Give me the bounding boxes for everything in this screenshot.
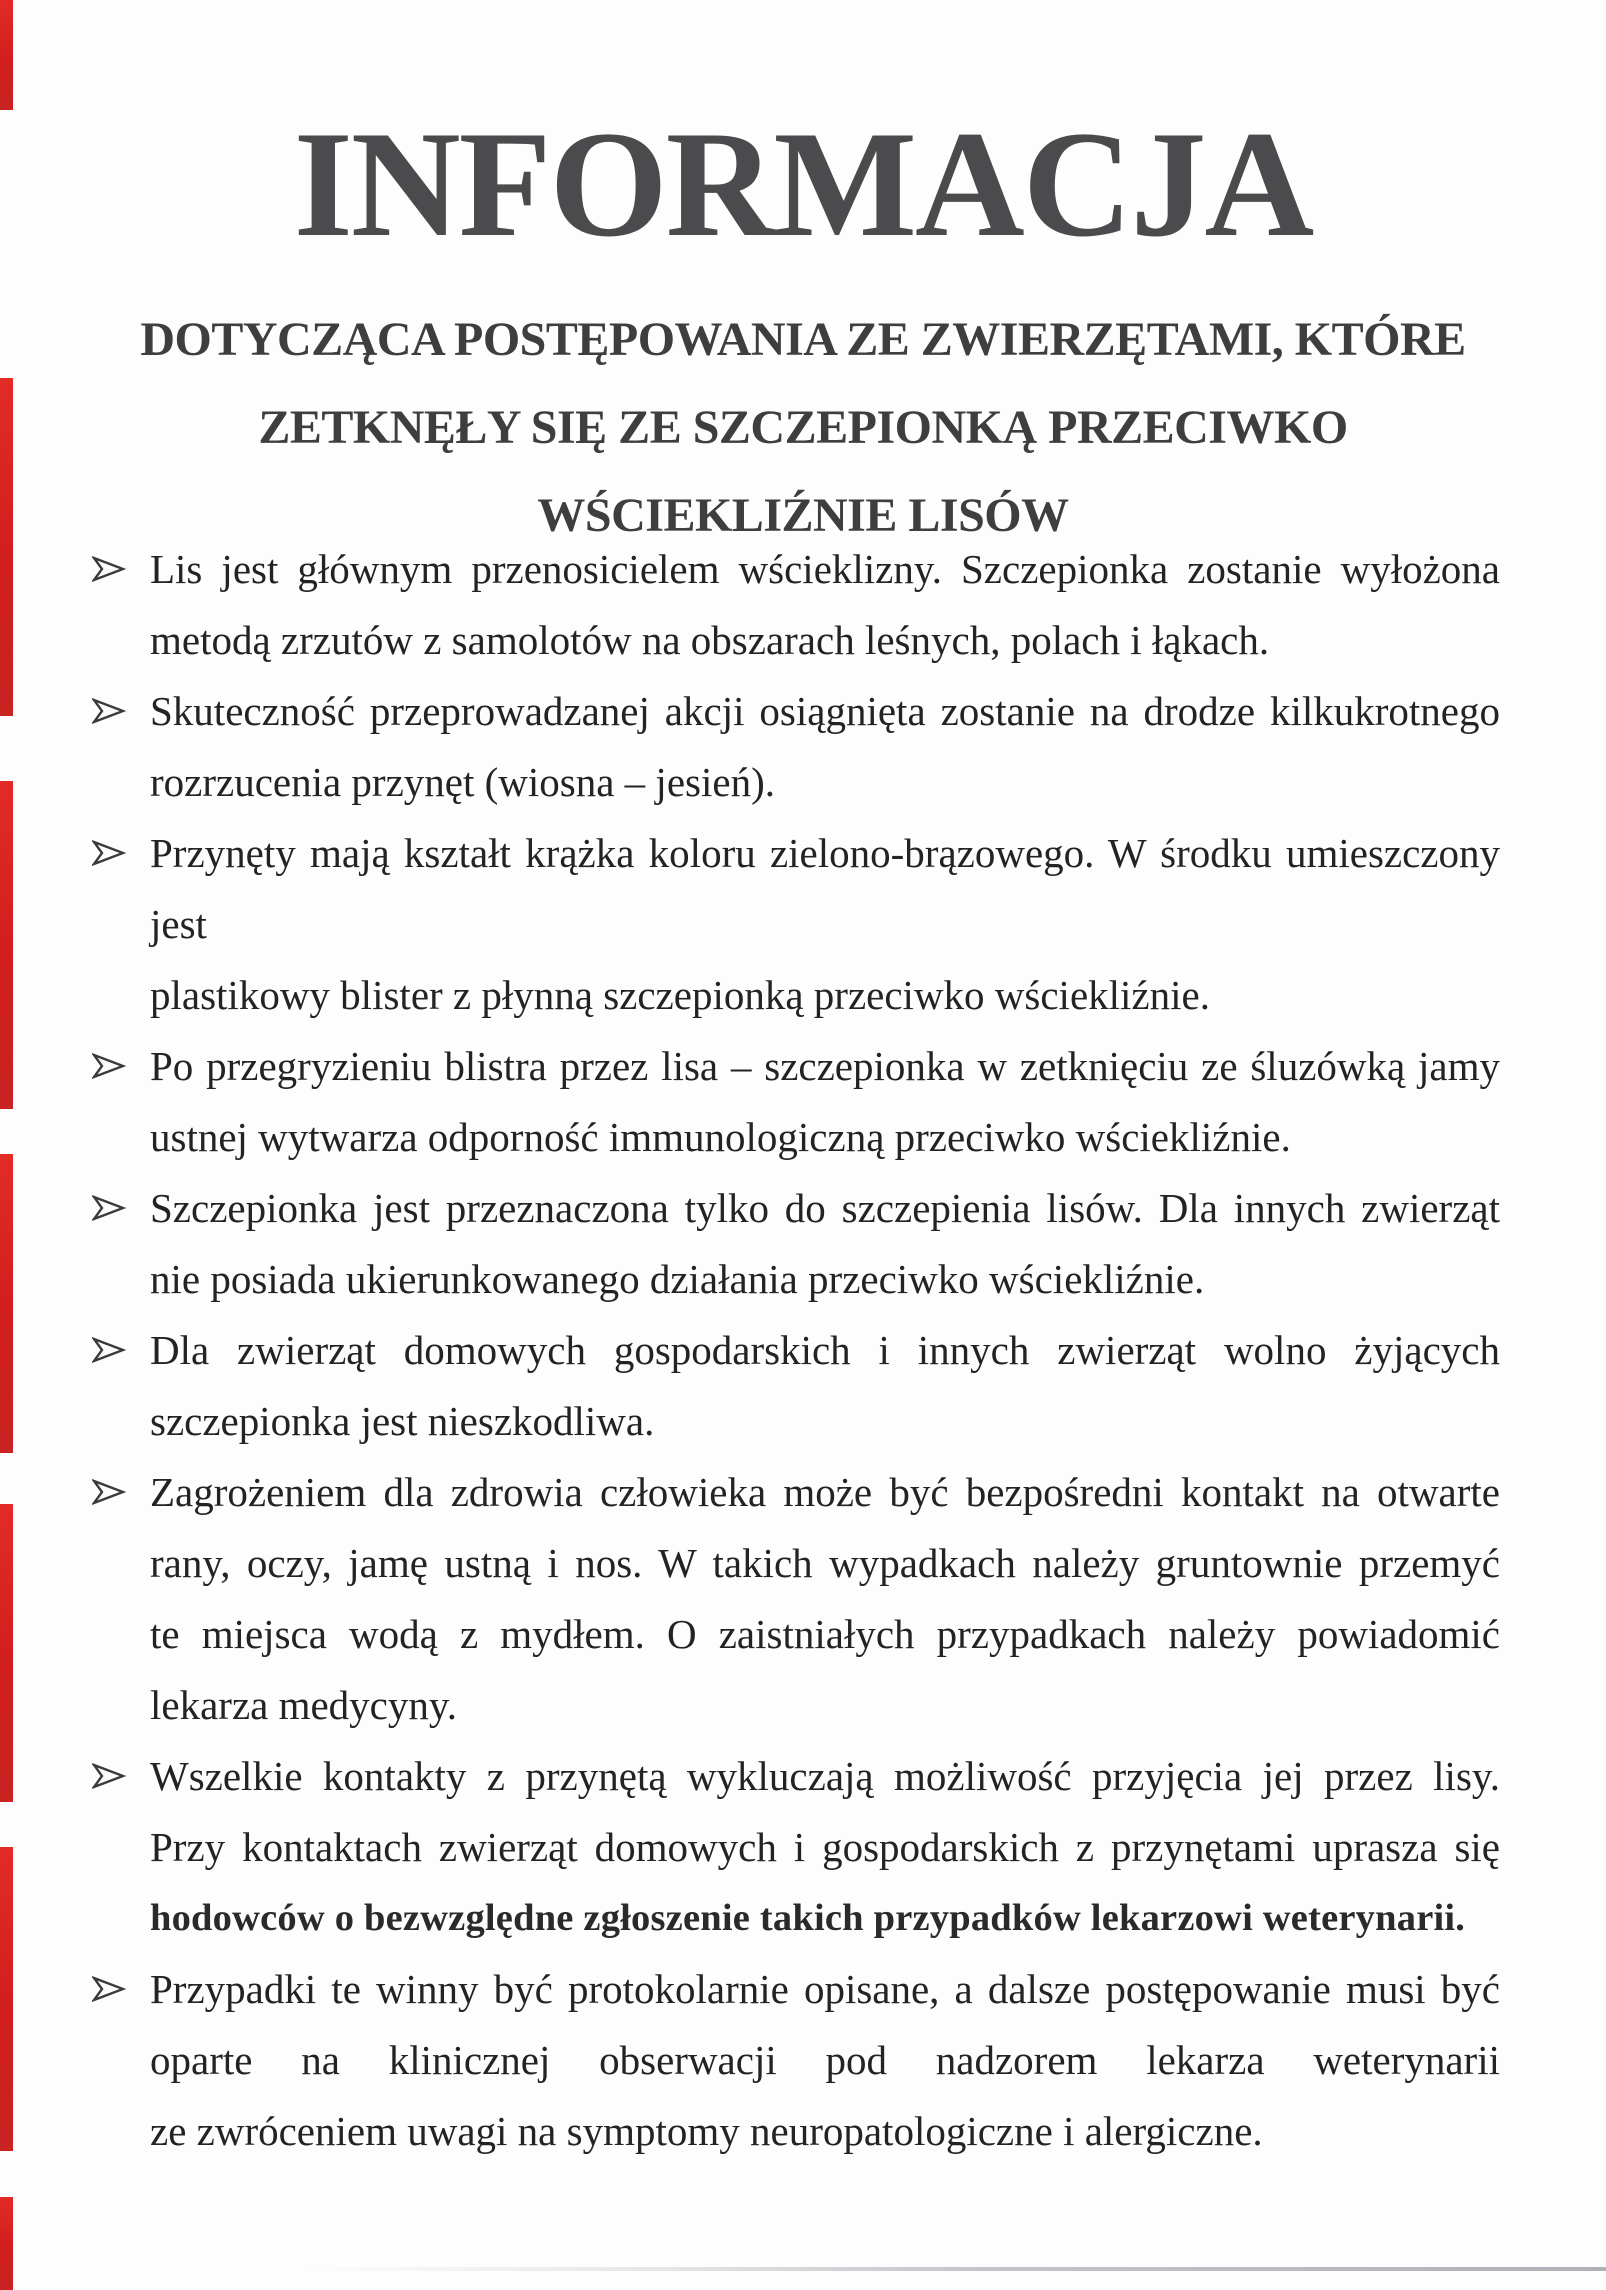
text-line: rozrzucenia przynęt (wiosna – jesień). <box>150 759 775 805</box>
page-subtitle <box>0 296 1606 560</box>
arrowhead-right-icon <box>92 1975 128 2005</box>
text-line: te miejsca wodą z mydłem. O zaistniałych przypadkach należy powiadomić <box>150 1611 1500 1657</box>
text-line: hodowców o bezwzględne zgłoszenie takich przypadków lekarzowi weterynarii. <box>150 1897 1466 1939</box>
arrowhead-right-icon <box>92 697 128 727</box>
arrowhead-right-icon <box>92 1336 128 1366</box>
text-line: metodą zrzutów z samolotów na obszarach leśnych, polach i łąkach. <box>150 617 1270 663</box>
subtitle-line: ZETKNĘŁY SIĘ ZE SZCZEPIONKĄ PRZECIWKO <box>258 401 1348 454</box>
bullet-list <box>150 534 1500 2167</box>
red-edge-segment <box>0 0 13 110</box>
subtitle-line: WŚCIEKLIŹNIE LISÓW <box>537 489 1069 542</box>
text-line: ustnej wytwarza odporność immunologiczną przeciwko wściekliźnie. <box>150 1114 1291 1160</box>
text-line: Szczepionka jest przeznaczona tylko do szczepienia lisów. Dla innych zwierząt <box>150 1185 1500 1231</box>
scan-bottom-line-artifact <box>300 2267 1606 2271</box>
red-edge-segment <box>0 2197 13 2290</box>
arrowhead-right-icon <box>92 839 128 869</box>
text-line: Po przegryzieniu blistra przez lisa – szczepionka w zetknięciu ze śluzówką jamy <box>150 1043 1500 1089</box>
text-line: lekarza medycyny. <box>150 1682 457 1728</box>
red-edge-segment <box>0 1504 13 1802</box>
text-line: szczepionka jest nieszkodliwa. <box>150 1398 655 1444</box>
text-line: Dla zwierząt domowych gospodarskich i innych zwierząt wolno żyjących <box>150 1327 1500 1373</box>
list-item <box>150 1741 1500 1954</box>
list-item <box>150 1031 1500 1173</box>
text-line: Skuteczność przeprowadzanej akcji osiągnięta zostanie na drodze kilkukrotnego <box>150 688 1500 734</box>
arrowhead-right-icon <box>92 1052 128 1082</box>
text-line: ze zwróceniem uwagi na symptomy neuropatologiczne i alergiczne. <box>150 2108 1263 2154</box>
list-item <box>150 1954 1500 2167</box>
text-line: Wszelkie kontakty z przynętą wykluczają możliwość przyjęcia jej przez lisy. <box>150 1753 1500 1799</box>
text-line: Lis jest głównym przenosicielem wścieklizny. Szczepionka zostanie wyłożona <box>150 546 1500 592</box>
text-line: Przy kontaktach zwierząt domowych i gospodarskich z przynętami uprasza się <box>150 1824 1500 1870</box>
text-line: nie posiada ukierunkowanego działania przeciwko wściekliźnie. <box>150 1256 1205 1302</box>
red-edge-segment <box>0 781 13 1109</box>
arrowhead-right-icon <box>92 555 128 585</box>
red-edge-segment <box>0 1154 13 1453</box>
list-item <box>150 1457 1500 1741</box>
subtitle-line: DOTYCZĄCA POSTĘPOWANIA ZE ZWIERZĘTAMI, KTÓRE <box>140 313 1466 366</box>
list-item <box>150 1173 1500 1315</box>
arrowhead-right-icon <box>92 1478 128 1508</box>
red-edge-segment <box>0 1847 13 2151</box>
text-line: Przynęty mają kształt krążka koloru zielono-brązowego. W środku umieszczony jest <box>150 830 1500 947</box>
page-title: INFORMACJA <box>293 100 1313 268</box>
text-line: rany, oczy, jamę ustną i nos. W takich wypadkach należy gruntownie przemyć <box>150 1540 1500 1586</box>
list-item <box>150 676 1500 818</box>
list-item <box>150 818 1500 1031</box>
text-line: Zagrożeniem dla zdrowia człowieka może być bezpośredni kontakt na otwarte <box>150 1469 1500 1515</box>
arrowhead-right-icon <box>92 1194 128 1224</box>
text-line: plastikowy blister z płynną szczepionką przeciwko wściekliźnie. <box>150 972 1210 1018</box>
list-item <box>150 1315 1500 1457</box>
text-line: oparte na klinicznej obserwacji pod nadzorem lekarza weterynarii <box>150 2037 1500 2083</box>
arrowhead-right-icon <box>92 1762 128 1792</box>
list-item <box>150 534 1500 676</box>
text-line: Przypadki te winny być protokolarnie opisane, a dalsze postępowanie musi być <box>150 1966 1500 2012</box>
